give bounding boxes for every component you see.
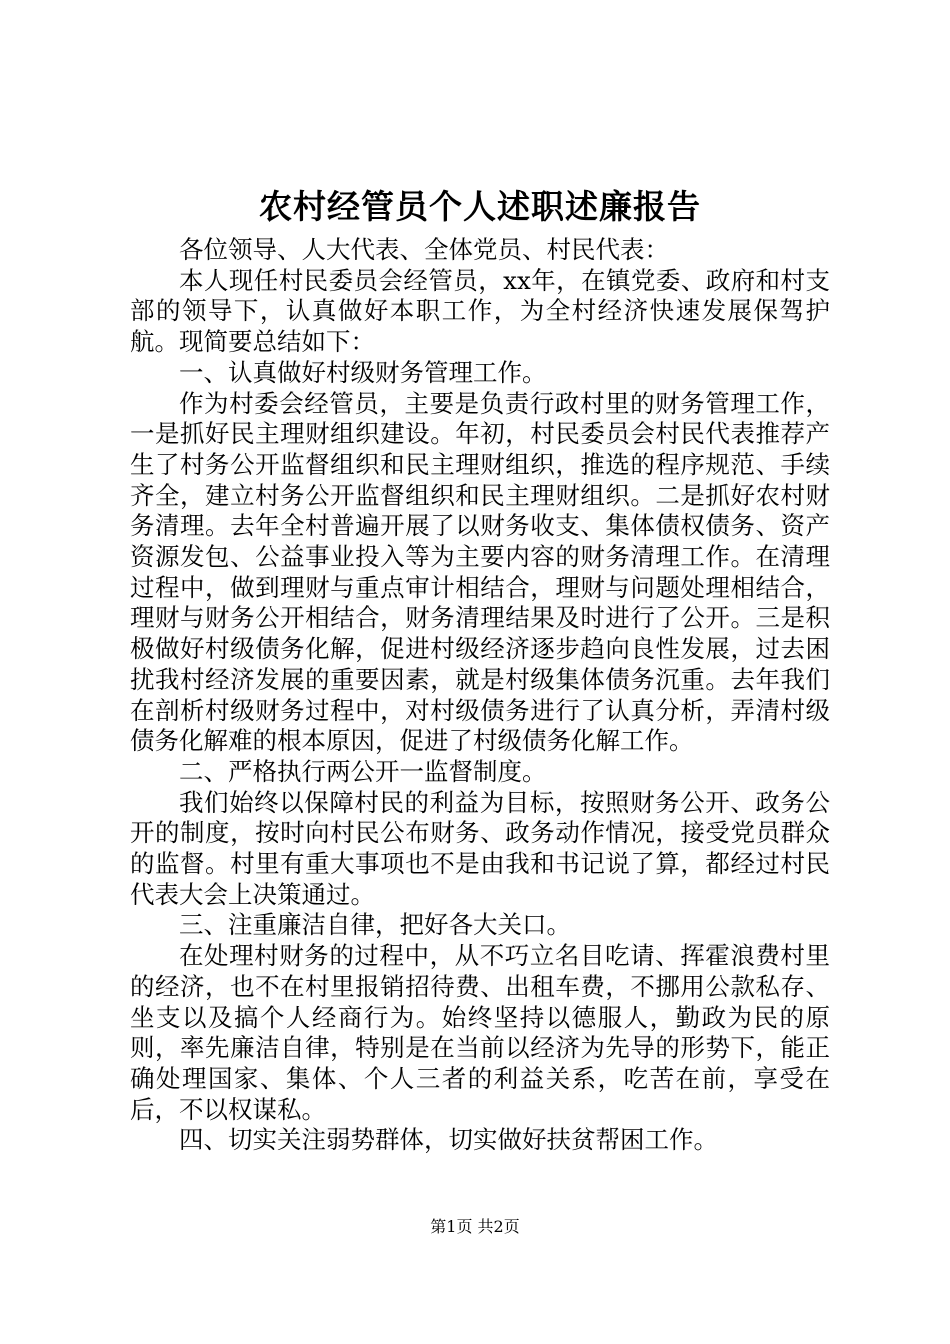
paragraph-salutation: 各位领导、人大代表、全体党员、村民代表： — [179, 235, 669, 264]
paragraph-section-3: 在处理村财务的过程中，从不巧立名目吃请、挥霍浪费村里的经济，也不在村里报销招待费、出租车费，不挪用公款私存、坐支以及搞个人经商行为。始终坚持以德服人，勤政为民的原则，率先廉洁自律，特别是在当前以经济为先导的形势下，能正确处理国家、集体、个人三者的利益关系，吃苦在前，享受在后，不以权谋私。 — [130, 941, 830, 1124]
section-heading-4: 四、切实关注弱势群体，切实做好扶贫帮困工作。 — [179, 1125, 718, 1155]
paragraph-section-2: 我们始终以保障村民的利益为目标，按照财务公开、政务公开的制度，按时向村民公布财务、政务动作情况，接受党员群众的监督。村里有重大事项也不是由我和书记说了算，都经过村民代表大会上决策通过。 — [130, 787, 830, 909]
document-title: 农村经管员个人述职述廉报告 — [259, 187, 701, 226]
document-body — [130, 184, 830, 1156]
section-heading-3: 三、注重廉洁自律，把好各大关口。 — [179, 910, 571, 940]
paragraph-intro: 本人现任村民委员会经管员，xx年，在镇党委、政府和村支部的领导下，认真做好本职工作，为全村经济快速发展保驾护航。现简要总结如下： — [130, 265, 830, 357]
paragraph-section-1: 作为村委会经管员，主要是负责行政村里的财务管理工作，一是抓好民主理财组织建设。年初，村民委员会村民代表推荐产生了村务公开监督组织和民主理财组织，推选的程序规范、手续齐全，建立村务公开监督组织和民主理财组织。二是抓好农村财务清理。去年全村普遍开展了以财务收支、集体债权债务、资产资源发包、公益事业投入等为主要内容的财务清理工作。在清理过程中，做到理财与重点审计相结合，理财与问题处理相结合，理财与财务公开相结合，财务清理结果及时进行了公开。三是积极做好村级债务化解，促进村级经济逐步趋向良性发展，过去困扰我村经济发展的重要因素，就是村级集体债务沉重。去年我们在剖析村级财务过程中，对村级债务进行了认真分析，弄清村级债务化解难的根本原因，促进了村级债务化解工作。 — [130, 388, 830, 756]
section-heading-2: 二、严格执行两公开一监督制度。 — [179, 756, 547, 786]
section-heading-1: 一、认真做好村级财务管理工作。 — [179, 357, 547, 387]
page-footer: 第1页 共2页 — [430, 1217, 520, 1236]
